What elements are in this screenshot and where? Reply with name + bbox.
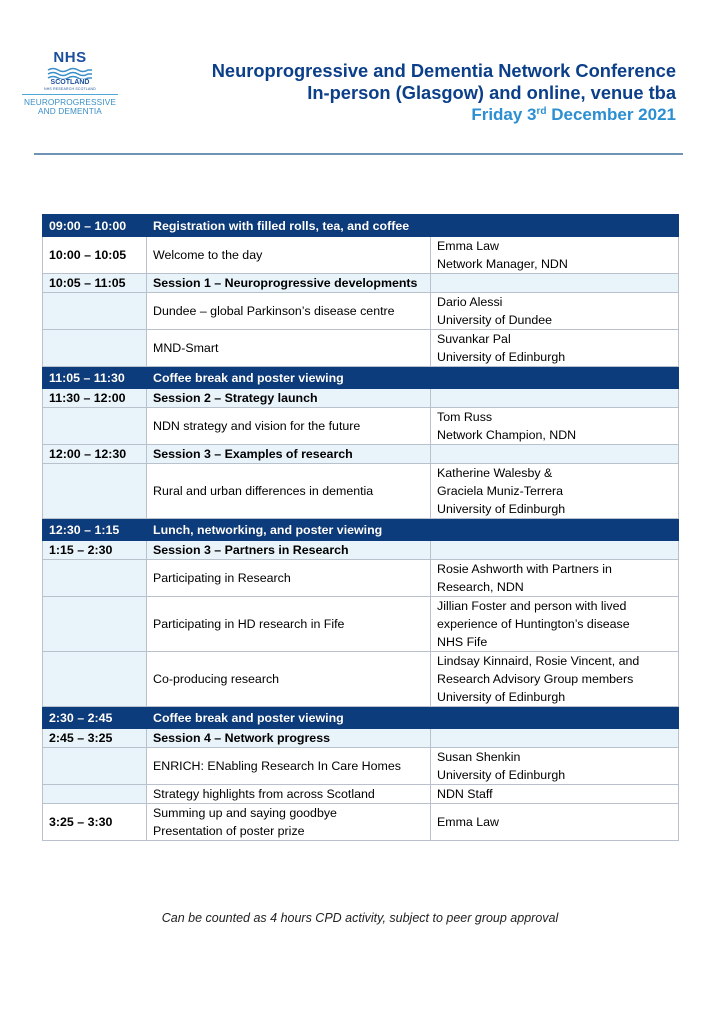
talk-title: Participating in Research (147, 560, 431, 597)
header-rule (34, 153, 683, 155)
speaker-cell (431, 652, 679, 707)
speaker-cell-line: Jillian Foster and person with lived (437, 599, 627, 613)
agenda-session-row (43, 389, 679, 408)
time-cell: 11:30 – 12:00 (43, 389, 147, 408)
session-title: Session 3 – Examples of research (147, 445, 431, 464)
time-cell (43, 330, 147, 367)
time-cell: 2:30 – 2:45 (43, 707, 147, 729)
time-cell (43, 408, 147, 445)
speaker-cell-line: Emma Law (437, 815, 499, 829)
time-cell (43, 560, 147, 597)
agenda-item-row (43, 804, 679, 841)
talk-title: MND-Smart (147, 330, 431, 367)
speaker-cell (431, 785, 679, 804)
event-date-rest: December 2021 (546, 105, 676, 124)
time-cell (43, 293, 147, 330)
speaker-cell (431, 445, 679, 464)
agenda-session-row (43, 274, 679, 293)
speaker-cell-line: Emma Law (437, 239, 499, 253)
speaker-cell-line: NDN Staff (437, 787, 493, 801)
break-title: Coffee break and poster viewing (147, 367, 679, 389)
session-title: Session 2 – Strategy launch (147, 389, 431, 408)
talk-title: NDN strategy and vision for the future (147, 408, 431, 445)
speaker-cell (431, 408, 679, 445)
time-cell (43, 597, 147, 652)
page-title: Neuroprogressive and Dementia Network Conference (211, 60, 676, 81)
time-cell: 1:15 – 2:30 (43, 541, 147, 560)
speaker-cell-line: University of Dundee (437, 313, 553, 327)
time-cell: 12:00 – 12:30 (43, 445, 147, 464)
nhs-logo (22, 50, 118, 116)
speaker-cell-line: Network Champion, NDN (437, 428, 577, 442)
speaker-cell (431, 237, 679, 274)
agenda-table (42, 214, 679, 841)
speaker-cell-line: Rosie Ashworth with Partners in (437, 562, 612, 576)
time-cell: 12:30 – 1:15 (43, 519, 147, 541)
agenda-item-row (43, 597, 679, 652)
talk-title: Dundee – global Parkinson’s disease centre (147, 293, 431, 330)
agenda-item-row (43, 408, 679, 445)
scotland-wordmark: SCOTLAND (50, 79, 90, 86)
talk-title: Participating in HD research in Fife (147, 597, 431, 652)
agenda-item-row (43, 748, 679, 785)
speaker-cell (431, 541, 679, 560)
speaker-cell (431, 274, 679, 293)
speaker-cell-line: University of Edinburgh (437, 768, 566, 782)
agenda-item-row (43, 293, 679, 330)
speaker-cell-line: Suvankar Pal (437, 332, 511, 346)
cpd-note: Can be counted as 4 hours CPD activity, subject to peer group approval (161, 911, 559, 925)
break-title: Registration with filled rolls, tea, and coffee (147, 215, 679, 237)
talk-title: Co-producing research (147, 652, 431, 707)
speaker-cell (431, 804, 679, 841)
speaker-cell (431, 293, 679, 330)
speaker-cell (431, 597, 679, 652)
time-cell (43, 464, 147, 519)
speaker-cell (431, 389, 679, 408)
speaker-cell-line: University of Edinburgh (437, 690, 566, 704)
session-title: Session 4 – Network progress (147, 729, 431, 748)
nhs-wordmark: NHS (53, 49, 87, 66)
speaker-cell-line: NHS Fife (437, 635, 488, 649)
time-cell: 09:00 – 10:00 (43, 215, 147, 237)
speaker-cell-line: Katherine Walesby & (437, 466, 553, 480)
talk-title: Strategy highlights from across Scotland (147, 785, 431, 804)
talk-title: Rural and urban differences in dementia (147, 464, 431, 519)
agenda-break-row (43, 367, 679, 389)
agenda-session-row (43, 729, 679, 748)
session-title: Session 3 – Partners in Research (147, 541, 431, 560)
break-title: Coffee break and poster viewing (147, 707, 679, 729)
agenda-item-row (43, 237, 679, 274)
speaker-cell (431, 729, 679, 748)
agenda-break-row (43, 707, 679, 729)
time-cell (43, 748, 147, 785)
speaker-cell-line: Tom Russ (437, 410, 493, 424)
speaker-cell-line: Lindsay Kinnaird, Rosie Vincent, and (437, 654, 640, 668)
agenda-body (43, 215, 679, 841)
agenda-break-row (43, 215, 679, 237)
time-cell: 3:25 – 3:30 (43, 804, 147, 841)
talk-title: Welcome to the day (147, 237, 431, 274)
speaker-cell-line: Susan Shenkin (437, 750, 521, 764)
speaker-cell (431, 464, 679, 519)
event-date-ordinal: rd (536, 106, 547, 117)
speaker-cell (431, 330, 679, 367)
time-cell: 11:05 – 11:30 (43, 367, 147, 389)
speaker-cell (431, 748, 679, 785)
speaker-cell-line: Dario Alessi (437, 295, 503, 309)
network-name-line1: NEUROPROGRESSIVE (24, 97, 116, 107)
agenda-item-row (43, 560, 679, 597)
time-cell (43, 652, 147, 707)
agenda-session-row (43, 445, 679, 464)
agenda-break-row (43, 519, 679, 541)
waves-icon (47, 67, 93, 79)
speaker-cell-line: experience of Huntington’s disease (437, 617, 630, 631)
event-date (212, 104, 676, 125)
speaker-cell-line: Graciela Muniz-Terrera (437, 484, 564, 498)
agenda-item-row (43, 785, 679, 804)
speaker-cell (431, 560, 679, 597)
page-header (212, 60, 676, 125)
page-subtitle: In-person (Glasgow) and online, venue tba (307, 82, 676, 103)
time-cell: 10:05 – 11:05 (43, 274, 147, 293)
speaker-cell-line: University of Edinburgh (437, 350, 566, 364)
speaker-cell-line: University of Edinburgh (437, 502, 566, 516)
agenda-item-row (43, 464, 679, 519)
talk-title-line: Summing up and saying goodbye (153, 806, 337, 820)
talk-title: ENRICH: ENabling Research In Care Homes (147, 748, 431, 785)
nrs-wordmark: NHS RESEARCH SCOTLAND (43, 87, 97, 91)
speaker-cell-line: Research Advisory Group members (437, 672, 634, 686)
agenda-item-row (43, 330, 679, 367)
break-title: Lunch, networking, and poster viewing (147, 519, 679, 541)
talk-title-line: Presentation of poster prize (153, 824, 305, 838)
speaker-cell-line: Network Manager, NDN (437, 257, 568, 271)
agenda-item-row (43, 652, 679, 707)
network-name-line2: AND DEMENTIA (38, 106, 102, 116)
time-cell: 2:45 – 3:25 (43, 729, 147, 748)
speaker-cell-line: Research, NDN (437, 580, 524, 594)
talk-title (147, 804, 431, 841)
time-cell (43, 785, 147, 804)
time-cell: 10:00 – 10:05 (43, 237, 147, 274)
session-title: Session 1 – Neuroprogressive developments (147, 274, 431, 293)
logo-divider (22, 94, 118, 95)
agenda-session-row (43, 541, 679, 560)
event-date-day: Friday 3 (471, 105, 537, 124)
